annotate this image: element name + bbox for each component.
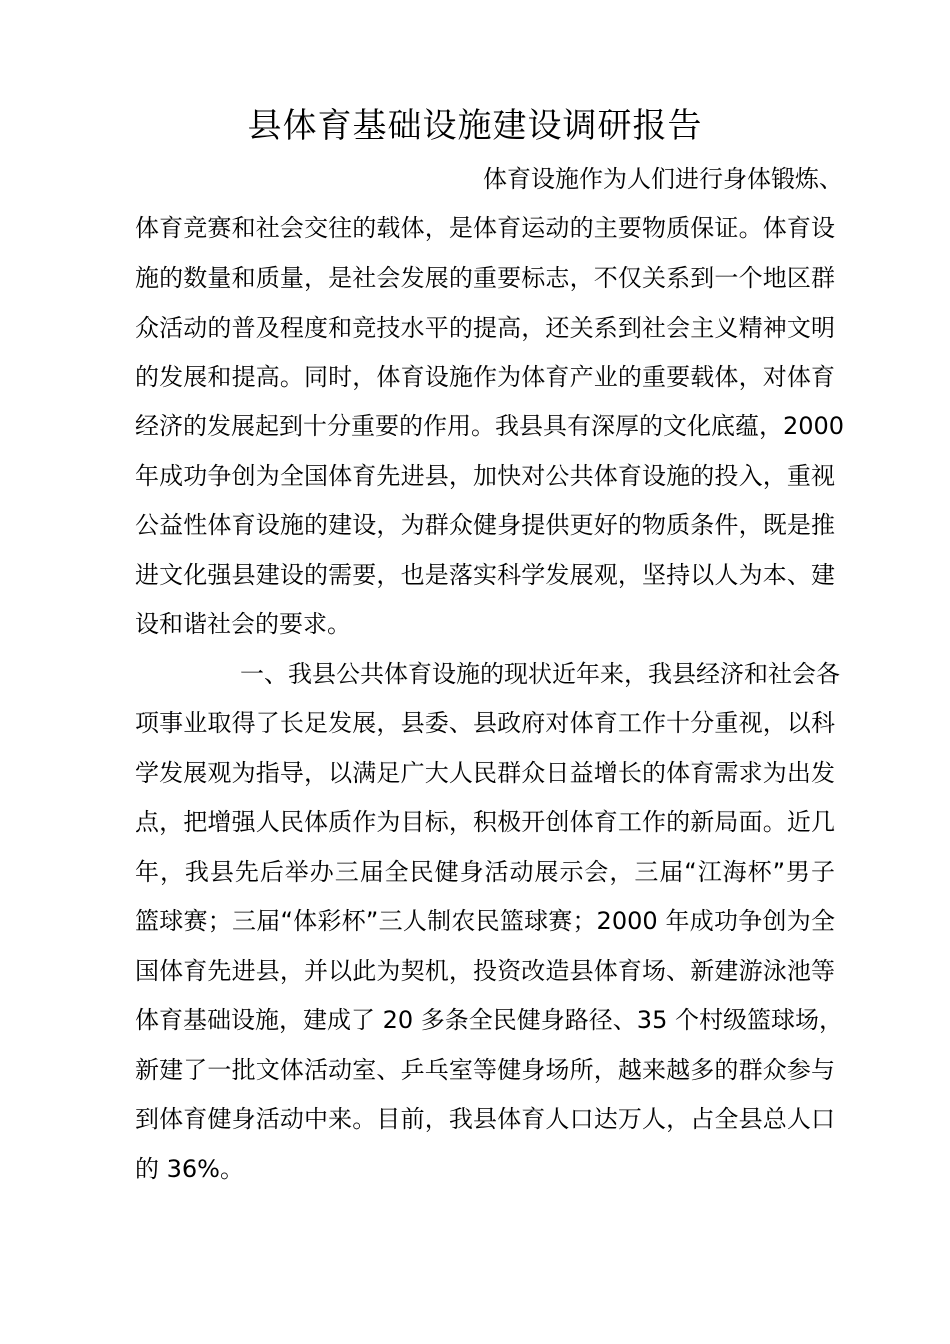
paragraph-line: 篮球赛；三届“体彩杯”三人制农民篮球赛；2000 年成功争创为全 [135, 907, 835, 935]
paragraph-line: 点，把增强人民体质作为目标，积极开创体育工作的新局面。近几 [135, 808, 835, 836]
paragraph-line: 众活动的普及程度和竞技水平的提高，还关系到社会主义精神文明 [135, 314, 835, 342]
paragraph-line: 到体育健身活动中来。目前，我县体育人口达万人，占全县总人口 [135, 1105, 835, 1133]
document-title: 县体育基础设施建设调研报告 [247, 106, 703, 146]
paragraph-line: 国体育先进县，并以此为契机，投资改造县体育场、新建游泳池等 [135, 957, 835, 985]
paragraph-line: 体育设施作为人们进行身体锻炼、 [483, 165, 843, 193]
paragraph-line: 学发展观为指导，以满足广大人民群众日益增长的体育需求为出发 [135, 759, 835, 787]
paragraph-line: 新建了一批文体活动室、乒乓室等健身场所，越来越多的群众参与 [135, 1056, 835, 1084]
paragraph-line: 项事业取得了长足发展，县委、县政府对体育工作十分重视，以科 [135, 709, 835, 737]
paragraph-line: 进文化强县建设的需要，也是落实科学发展观，坚持以人为本、建 [135, 561, 835, 589]
paragraph-line: 设和谐社会的要求。 [135, 610, 351, 638]
paragraph-line: 体育竞赛和社会交往的载体，是体育运动的主要物质保证。体育设 [135, 214, 835, 242]
paragraph-line: 的发展和提高。同时，体育设施作为体育产业的重要载体，对体育 [135, 363, 835, 391]
paragraph-line: 经济的发展起到十分重要的作用。我县具有深厚的文化底蕴，2000 [135, 412, 845, 440]
paragraph-line: 的 36%。 [135, 1155, 244, 1183]
paragraph-line: 年，我县先后举办三届全民健身活动展示会，三届“江海杯”男子 [135, 858, 835, 886]
paragraph-line: 体育基础设施，建成了 20 多条全民健身路径、35 个村级篮球场， [135, 1006, 843, 1034]
paragraph-line: 年成功争创为全国体育先进县，加快对公共体育设施的投入，重视 [135, 462, 835, 490]
paragraph-line: 施的数量和质量，是社会发展的重要标志，不仅关系到一个地区群 [135, 264, 835, 292]
paragraph-line: 公益性体育设施的建设，为群众健身提供更好的物质条件，既是推 [135, 511, 835, 539]
paragraph-line: 一、我县公共体育设施的现状近年来，我县经济和社会各 [240, 660, 840, 688]
